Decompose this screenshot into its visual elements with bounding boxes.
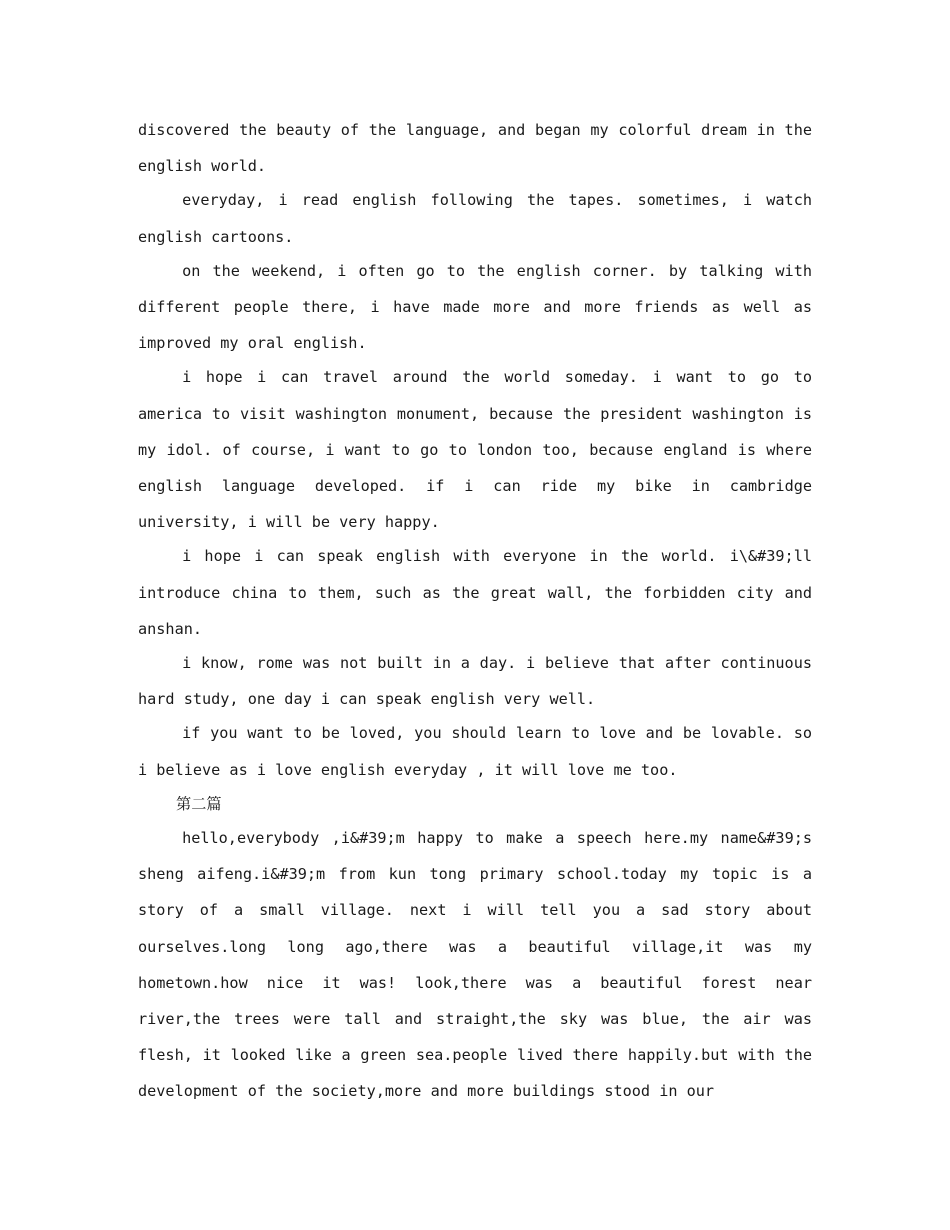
paragraph-travel: i hope i can travel around the world someday. i want to go to america to visit washington monument, because the president washington is my idol. of course, i want to go to london too, because england is where english language developed. if i can ride my bike in cambridge university, i will be very happy. [138, 368, 812, 532]
document-page [138, 112, 812, 1108]
section-heading: 第二篇 [176, 794, 222, 813]
paragraph-weekend: on the weekend, i often go to the english corner. by talking with different people there, i have made more and more friends as well as improved my oral english. [138, 261, 812, 353]
paragraph-everyday: everyday, i read english following the tapes. sometimes, i watch english cartoons. [138, 191, 812, 246]
paragraph-speak-english: i hope i can speak english with everyone in the world. i\&#39;ll introduce china to them, such as the great wall, the forbidden city and anshan. [138, 547, 812, 638]
paragraph-rome: i know, rome was not built in a day. i believe that after continuous hard study, one day i can speak english very well. [138, 654, 812, 709]
paragraph-loved: if you want to be loved, you should learn to love and be lovable. so i believe as i love english everyday , it will love me too. [138, 724, 812, 779]
paragraph-speech: hello,everybody ,i&#39;m happy to make a speech here.my name&#39;s sheng aifeng.i&#39;m from kun tong primary school.today my topic is a story of a small village. next i will tell you a sad story about ourselves.long long ago,there was a beautiful village,it was my hometown.how nice it was! look,there was a beautiful forest near river,the trees were tall and straight,the sky was blue, the air was flesh, it looked like a green sea.people lived there happily.but with the development of the society,more and more buildings stood in our [138, 829, 812, 1101]
paragraph-continuation: discovered the beauty of the language, and began my colorful dream in the english world. [138, 121, 812, 176]
